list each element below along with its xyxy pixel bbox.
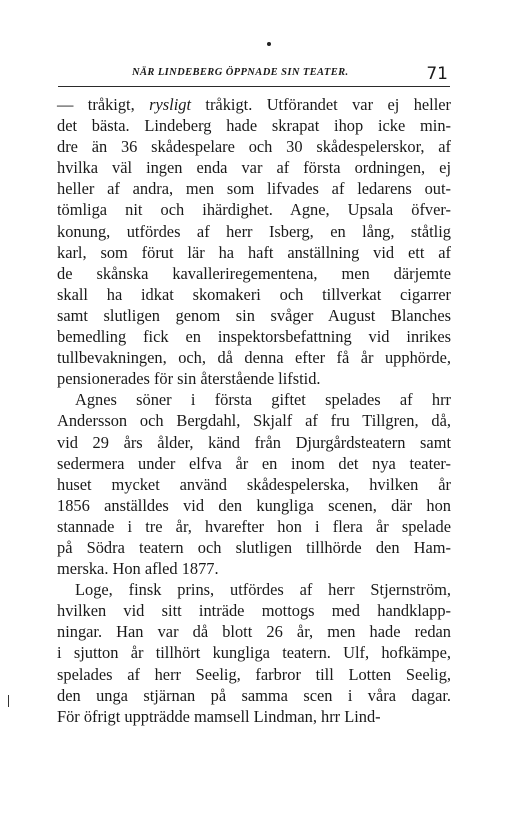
text-line: merska. Hon afled 1877. <box>57 559 219 579</box>
printer-dot-mark <box>267 42 271 46</box>
text-line: — tråkigt, rysligt tråkigt. Utförandet var ej heller <box>57 95 451 114</box>
text-line: konung, utfördes af herr Isberg, en lång, ståtlig <box>57 221 451 241</box>
text-line: de skånska kavalleriregementena, men därjemte <box>57 263 451 283</box>
text-line: 1856 anställdes vid den kungliga scenen, där hon <box>57 495 451 515</box>
text-line: skall ha idkat skomakeri och tillverkat cigarrer <box>57 284 451 304</box>
running-title: NÄR LINDEBERG ÖPPNADE SIN TEATER. <box>132 67 349 78</box>
text-line: Agnes söner i första giftet spelades af hrr <box>75 390 451 410</box>
running-head <box>58 64 450 88</box>
text-line: pensionerades för sin återstående lifstid. <box>57 369 321 389</box>
text-line: det bästa. Lindeberg hade skrapat ihop icke min- <box>57 116 451 136</box>
italic-emphasis: rysligt <box>149 95 191 114</box>
text-line: heller af andra, men som lifvades af ledarens out- <box>57 179 451 199</box>
text-line: sedermera under elfva år en inom det nya teater- <box>57 453 451 473</box>
text-line: hvilka väl ingen enda var af första ordningen, ej <box>57 158 451 178</box>
text-line: på Södra teatern och slutligen tillhörde den Ham- <box>57 537 451 557</box>
text-line: den unga stjärnan på samma scen i våra dagar. <box>57 685 451 705</box>
text-line: Loge, finsk prins, utfördes af herr Stjernström, <box>75 580 451 600</box>
text-line: karl, som förut lär ha haft anställning vid ett af <box>57 242 451 262</box>
text-line: hvilken vid sitt inträde mottogs med handklapp- <box>57 601 451 621</box>
text-line: i sjutton år tillhört kungliga teatern. Ulf, hofkämpe, <box>57 643 451 663</box>
text-line: bemedling fick en inspektorsbefattning vid inrikes <box>57 327 451 347</box>
text-line: tullbevakningen, och, då denna efter få år upphörde, <box>57 348 451 368</box>
text-line: tömliga nit och ihärdighet. Agne, Upsala öfver- <box>57 200 451 220</box>
text-line: För öfrigt uppträdde mamsell Lindman, hrr Lind- <box>57 706 381 726</box>
text-line: huset mycket använd skådespelerska, hvilken år <box>57 474 451 494</box>
text-line: samt slutligen genom sin svåger August Blanches <box>57 305 451 325</box>
text-line: spelades af herr Seelig, farbror till Lotten Seelig, <box>57 664 451 684</box>
page-number: 71 <box>426 64 448 84</box>
body-text <box>57 94 451 727</box>
text-line: ningar. Han var då blott 26 år, men hade redan <box>57 622 451 642</box>
text-line: dre än 36 skådespelare och 30 skådespelerskor, af <box>57 137 451 157</box>
margin-mark <box>8 695 9 707</box>
text-line: stannade i tre år, hvarefter hon i flera år spelade <box>57 516 451 536</box>
text-line: vid 29 års ålder, känd från Djurgårdsteatern samt <box>57 432 451 452</box>
header-rule <box>58 86 450 87</box>
text-line: Andersson och Bergdahl, Skjalf af fru Tillgren, då, <box>57 411 451 431</box>
